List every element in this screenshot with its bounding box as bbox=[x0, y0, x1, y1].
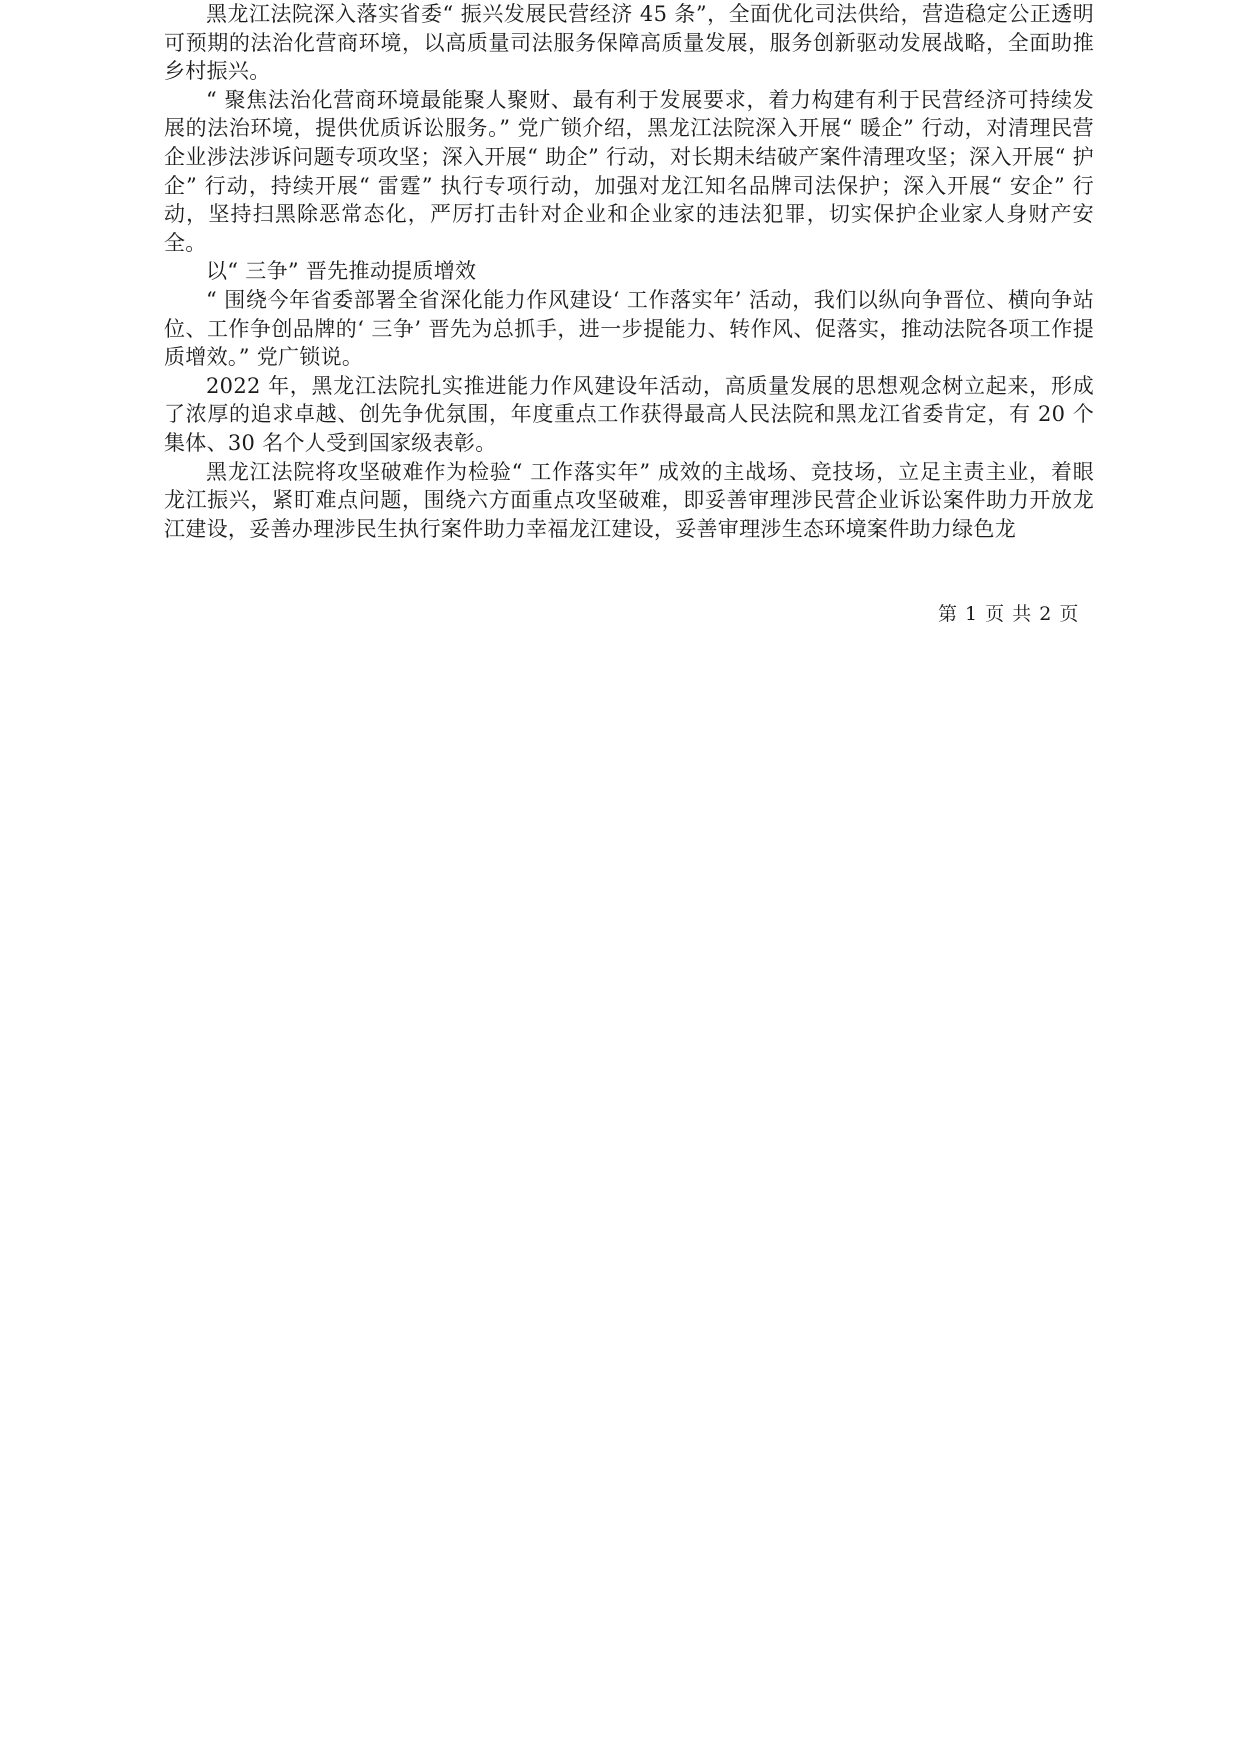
paragraph: 黑龙江法院深入落实省委“ 振兴发展民营经济 45 条”，全面优化司法供给，营造稳定公正透明可预期的法治化营商环境，以高质量司法服务保障高质量发展，服务创新驱动发展战略，全面助推乡村振兴。 bbox=[164, 2, 1094, 84]
paragraph: 2022 年，黑龙江法院扎实推进能力作风建设年活动，高质量发展的思想观念树立起来，形成了浓厚的追求卓越、创先争优氛围，年度重点工作获得最高人民法院和黑龙江省委肯定，有 20 个集体、30 名个人受到国家级表彰。 bbox=[164, 373, 1094, 455]
page-number: 第 1 页 共 2 页 bbox=[938, 603, 1080, 625]
paragraph: 黑龙江法院将攻坚破难作为检验“ 工作落实年” 成效的主战场、竞技场，立足主责主业，着眼龙江振兴，紧盯难点问题，围绕六方面重点攻坚破难，即妥善审理涉民营企业诉讼案件助力开放龙江建设，妥善办理涉民生执行案件助力幸福龙江建设，妥善审理涉生态环境案件助力绿色龙 bbox=[164, 459, 1094, 541]
paragraph: “ 围绕今年省委部署全省深化能力作风建设‘ 工作落实年’ 活动，我们以纵向争晋位、横向争站位、工作争创品牌的‘ 三争’ 晋先为总抓手，进一步提能力、转作风、促落实，推动法院各项工作提质增效。” 党广锁说。 bbox=[164, 287, 1094, 370]
paragraph: “ 聚焦法治化营商环境最能聚人聚财、最有利于发展要求，着力构建有利于民营经济可持续发展的法治环境，提供优质诉讼服务。” 党广锁介绍，黑龙江法院深入开展“ 暖企” 行动，对清理民营企业涉法涉诉问题专项攻坚；深入开展“ 助企” 行动，对长期未结破产案件清理攻坚；深入开展“ 护企” 行动，持续开展“ 雷霆” 执行专项行动，加强对龙江知名品牌司法保护；深入开展“ 安企” 行动，坚持扫黑除恶常态化，严厉打击针对企业和企业家的违法犯罪，切实保护企业家人身财产安全。 bbox=[164, 87, 1094, 255]
document-body bbox=[164, 0, 1094, 543]
section-heading: 以“ 三争” 晋先推动提质增效 bbox=[206, 259, 477, 284]
